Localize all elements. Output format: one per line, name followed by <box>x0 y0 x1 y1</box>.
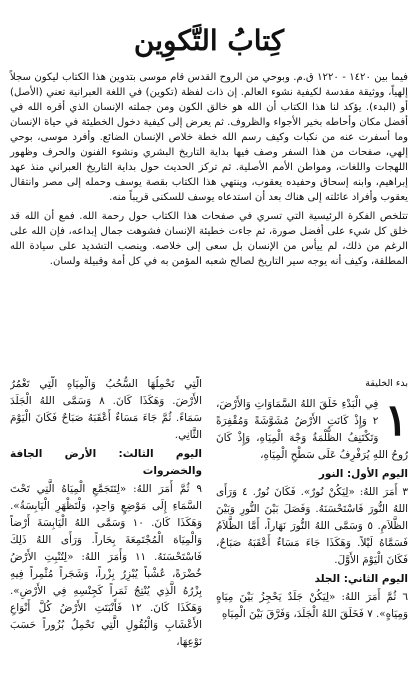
intro-paragraph-2: تتلخص الفكرة الرئيسية التي تسري في صفحات هذا الكتاب حول رحمة الله. فمع أن الله قد خلق كل شيء على أفضل صورة، ثم جاءت خطيئة الإنسان فشوهت جمال إبداعه، فإن الله على الرغم من ذلك، لم ييأس من الإنسان بل سعى إلى خلاصه. وينصب التشديد على سيادة الله المطلقة، وكيف أنه يوجه سير التاريخ لصالح شعبه المؤمن به في كل أمة وقبيلة ولسان. <box>10 211 408 267</box>
day-2-heading: اليوم الثاني: الجلد <box>314 573 408 585</box>
right-column <box>216 376 408 698</box>
introduction <box>10 70 408 269</box>
chapter-number: ١ <box>384 395 408 446</box>
section-title: بدء الخليقة <box>365 378 408 389</box>
day-1-heading: اليوم الأول: النور <box>318 468 408 480</box>
day-3-heading: اليوم الثالث: الأرض الجافة والخضروات <box>10 448 202 477</box>
left-column <box>10 376 202 698</box>
scripture-columns <box>10 376 408 698</box>
day-1-verses: ٣ أَمَرَ اللهُ: «لِيَكُنْ نُورٌ». فَكَانَ نُورٌ. ٤ وَرَأَى اللهُ النُّورَ فَاسْتَحْسَنَهُ. وَفَصَلَ بَيْنَ النُّورِ وَبَيْنَ الظَّلاَمِ. ٥ وَسَمَّى اللهُ النُّورَ نَهَاراً، أَمَّا الظَّلاَمُ فَسَمَّاهُ لَيْلاً. وَهَكَذَا جَاءَ مَسَاءٌ أَعْقَبَهُ صَبَاحٌ، فَكَانَ الْيَوْمَ الأَوَّلَ. <box>216 486 408 566</box>
intro-paragraph-1: فيما بين ١٤٢٠ - ١٢٢٠ ق.م. وبوحي من الروح القدس قام موسى بتدوين هذا الكتاب ليكون سجلاً إلهياً، ووثيقة مقدسة لكيفية نشوء العالم. إن ذات لفظة (تكوين) في اللغة العبرانية تعني (الأصل) أو (البدء). يؤكد لنا هذا الكتاب أن الله هو خالق الكون ومن جملته الإنسان الذي أقره الله في أفضل مكان وأحاطه بخير الأجواء والظروف. ثم يعرض إلى كيفية دخول الخطيئة في حياة الإنسان وما أسفرت عنه من نكبات وكيف رسم الله خطة خلاص الإنسان الضائع. وأفرد موسى، بوحي إلهي، صفحات من هذا السفر وصف فيها بداية التاريخ البشري ونشوء الفنون والحرف وظهور اللهجات واللغات، ومواطن الأمم الأصلية. ثم تركز الحديث حول بداية التاريخ العبراني منذ عهد إبراهيم، وابنه إسحاق وحفيده يعقوب، وينتهي هذا الكتاب بقصة يوسف وحمله إلى مصر وانتقال يعقوب وأفراد عائلته إلى هناك بعد أن استدعاه يوسف للسكنى قريباً منه. <box>10 72 408 203</box>
opening-verses <box>216 396 408 464</box>
day-2-continuation: الَّتِي تَحْمِلُهَا السُّحُبُ وَالْمِيَاهِ الَّتِي تَغْمُرُ الأَرْضَ. وَهَكَذَا كَانَ. ٨ وَسَمَّى اللهُ الْجَلَدَ سَمَاءً. ثُمَّ جَاءَ مَسَاءٌ أَعْقَبَهُ صَبَاحٌ فَكَانَ الْيَوْمَ الثَّانِي. <box>10 378 202 441</box>
day-2-verses: ٦ ثُمَّ أَمَرَ اللهُ: «لِيَكُنْ جَلَدٌ يَحْجِزُ بَيْنَ مِيَاهٍ وَمِيَاهٍ». ٧ فَخَلَقَ اللهُ الْجَلَدَ، وَفَرَّقَ بَيْنَ الْمِيَاهِ <box>216 591 408 620</box>
day-3-verses: ٩ ثُمَّ أَمَرَ اللهُ: «لِتَتَجَمَّعِ الْمِيَاهُ الَّتِي تَحْتَ السَّمَاءِ إِلَى مَوْضِعٍ وَاحِدٍ، وَلْتَظْهَرِ الْيَابِسَةُ». وَهَكَذَا كَانَ. ١٠ وَسَمَّى اللهُ الْيَابِسَةَ أَرْضاً وَالْمِيَاهَ الْمُجْتَمِعَةَ بِحَاراً. وَرَأَى اللهُ ذَلِكَ فَاسْتَحْسَنَهُ. ١١ وَأَمَرَ اللهُ: «لِتُنْبِتِ الأَرْضُ خُضْرَةً، عُشْباً يُبْزِرُ بِزْراً، وَشَجَراً مُثْمِراً فِيهِ بِزْرُهُ الَّذِي يُنْتِجُ ثَمَراً كَجِنْسِهِ فِي الأَرْضِ». وَهَكَذَا كَانَ. ١٢ فَأَنْبَتَتِ الأَرْضُ كُلَّ أَنْوَاعِ الأَعْشَابِ وَالْبُقُولِ الَّتِي تَحْمِلُ بُزُوراً حَسَبَ نَوْعِهَا، <box>10 483 202 648</box>
book-title: كِتابُ التَّكوِين <box>133 24 285 57</box>
verses-1-2: فِي الْبَدْءِ خَلَقَ اللهُ السَّمَاوَاتِ وَالأَرْضَ، ٢ وَإِذْ كَانَتِ الأَرْضُ مُشَوَّشَةً وَمُقْفِرَةً وَتَكْتَنِفُ الظُّلْمَةُ وَجْهَ الْمِيَاهِ، وَإِذْ كَانَ رُوحُ اللهِ يُرَفْرِفُ عَلَى سَطْحِ الْمِيَاهِ، <box>216 398 408 461</box>
